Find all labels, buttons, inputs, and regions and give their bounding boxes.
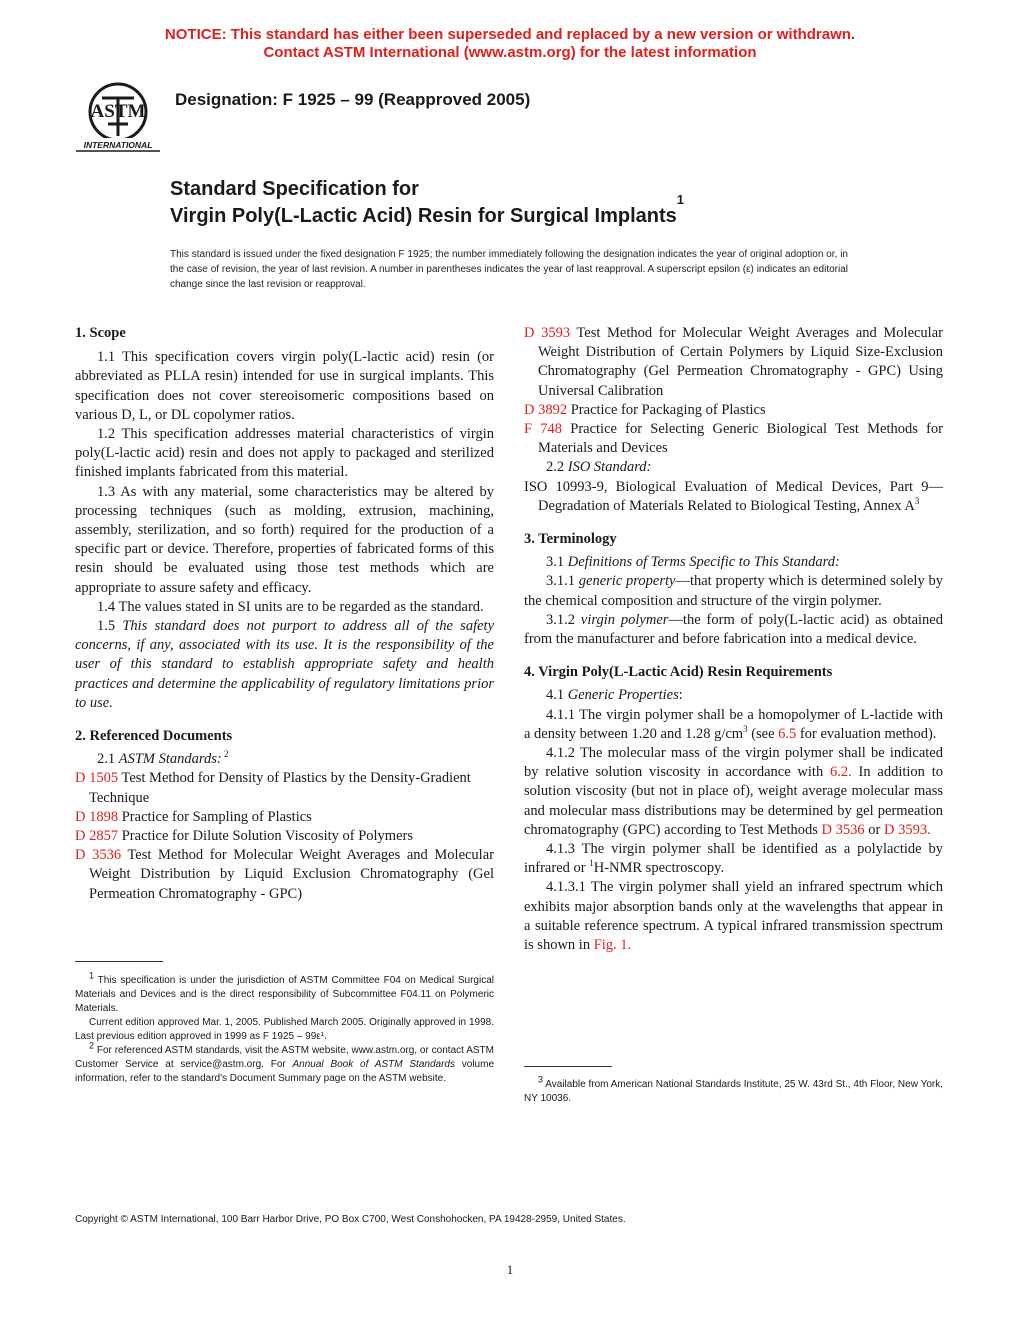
document-title — [170, 176, 684, 230]
notice-line-2: Contact ASTM International (www.astm.org) for the latest information — [263, 44, 757, 61]
link-d2857[interactable]: D 2857 — [75, 828, 119, 845]
requirements-heading: 4. Virgin Poly(L-Lactic Acid) Resin Requirements — [524, 664, 833, 681]
section-4-1-3: 4.1.3 The virgin polymer shall be identified as a polylactide by infrared or $^1$H-NMR spectroscopy. — [524, 841, 943, 877]
section-4-1: 4.1 Generic Properties: — [546, 687, 683, 704]
link-d3593[interactable]: D 3593 — [524, 325, 571, 341]
section-4-1-1: 4.1.1 The virgin polymer shall be a homopolymer of L-lactide with a density between 1.20 and 1.28 $g/cm^3$ (see 6.5 for evaluation method). — [524, 706, 943, 742]
title-line-2: Virgin Poly(L-Lactic Acid) Resin for Surgical Implants$^1$ — [170, 192, 684, 227]
scope-heading: 1. Scope — [75, 325, 126, 341]
section-1-5: 1.5 This standard does not purport to address all of the safety concerns, if any, associated with its use. It is the responsibility of the user of this standard to establish appropriate safety and health practices and determine the applicability of regulatory limitations prior to use. — [75, 618, 494, 711]
footnote-1: $^1$ This specification is under the jurisdiction of ASTM Committee F04 on Medical Surgical Materials and Devices and is the direct responsibility of Subcommittee F04.11 on Polymeric Materials. — [75, 970, 494, 1014]
footnote-1b: Current edition approved Mar. 1, 2005. Published March 2005. Originally approved in 1998. Last previous edition approved in 1999 as F 1925 – 99ε¹. — [75, 1017, 494, 1042]
section-4-1-3-1: 4.1.3.1 The virgin polymer shall yield an infrared spectrum which exhibits major absorption bands only at the wavelengths that appear in a suitable reference spectrum. A typical infrared transmission spectrum is shown in Fig. 1. — [524, 879, 943, 954]
link-6-2[interactable]: 6.2. — [830, 764, 852, 781]
section-2-1: 2.1 ASTM Standards: $^2$ — [97, 749, 229, 768]
designation: Designation: F 1925 – 99 (Reapproved 2005) — [175, 90, 531, 109]
title-footnote-mark: 1 — [676, 192, 684, 207]
right-footnotes — [524, 1074, 943, 1106]
section-3-1-2: 3.1.2 virgin polymer—the form of poly(L-lactic acid) as obtained from the manufacturer and before fabrication into a medical device. — [524, 611, 943, 648]
ref-iso-10993-9: ISO 10993-9, Biological Evaluation of Medical Devices, Part 9—Degradation of Materials Related to Biological Testing, Annex $A^3$ — [524, 478, 943, 514]
terminology-heading: 3. Terminology — [524, 531, 617, 548]
ref-d3892: D 3892 Practice for Packaging of Plastics — [524, 401, 766, 418]
section-3-1-1: 3.1.1 generic property—that property which is determined solely by the chemical composition and structure of the virgin polymer. — [524, 573, 943, 609]
left-column — [75, 324, 494, 904]
ref-d3593: D 3593 Test Method for Molecular Weight Averages and Molecular Weight Distribution of Certain Polymers by Liquid Size-Exclusion Chromatography (Gel Permeation Chromatography - GPC) Using Universal Calibration — [524, 325, 943, 399]
title-line-1: Standard Specification for — [170, 178, 419, 200]
right-column — [524, 324, 943, 955]
section-1-2: 1.2 This specification addresses material characteristics of virgin poly(L-lactic acid) resin and does not apply to packaged and sterilized finished implants fabricated from this material. — [75, 426, 494, 481]
link-d3593-inline[interactable]: D 3593. — [883, 821, 931, 838]
section-4-1-2: 4.1.2 The molecular mass of the virgin polymer shall be indicated by relative solution viscosity in accordance with 6.2. In addition to solution viscosity (but not in place of), weight average molecular mass and molecular mass distributions may be determined by gel permeation chromatography (GPC) according to Test Methods D 3536 or D 3593. — [524, 745, 943, 838]
astm-logo — [72, 80, 164, 154]
ref-d1505: D 1505 Test Method for Density of Plastics by the Density-Gradient Technique — [75, 770, 471, 806]
link-d1505[interactable]: D 1505 — [75, 770, 119, 787]
link-6-5[interactable]: 6.5 — [778, 725, 797, 742]
left-footnotes — [75, 970, 494, 1086]
ref-d2857: D 2857 Practice for Dilute Solution Viscosity of Polymers — [75, 828, 413, 845]
footnote-rule-left — [75, 961, 163, 962]
issue-note: This standard is issued under the fixed designation F 1925; the number immediately following the designation indicates the year of original adoption or, in the case of revision, the year of last revision. A number in parentheses indicates the year of last reapproval. A superscript epsilon (ε) indicates an editorial change since the last revision or reapproval. — [170, 249, 848, 290]
section-3-1: 3.1 Definitions of Terms Specific to This Standard: — [546, 554, 840, 571]
notice-line-1: NOTICE: This standard has either been superseded and replaced by a new version or withdrawn. — [164, 26, 856, 43]
section-1-3: 1.3 As with any material, some characteristics may be altered by processing techniques (such as molding, extrusion, machining, assembly, sterilization, and so forth) required for the production of a specific part or device. Therefore, properties of fabricated forms of this resin should be evaluated using those test methods which are appropriate to assure safety and efficacy. — [75, 483, 494, 596]
section-2-2: 2.2 ISO Standard: — [546, 459, 652, 476]
section-1-4: 1.4 The values stated in SI units are to be regarded as the standard. — [97, 598, 484, 615]
footnote-rule-right — [524, 1066, 612, 1067]
link-f748[interactable]: F 748 — [524, 421, 563, 438]
logo-subtext: INTERNATIONAL — [83, 140, 153, 150]
link-d1898[interactable]: D 1898 — [75, 808, 119, 825]
logo-text: ASTM — [90, 101, 146, 122]
section-1-1: 1.1 This specification covers virgin poly(L-lactic acid) resin (or abbreviated as PLLA resin) intended for use in surgical implants. This specification does not cover stereoisomeric compositions based on various D, L, or DL copolymer ratios. — [75, 349, 494, 423]
link-d3536-inline[interactable]: D 3536 — [821, 821, 865, 838]
supersede-notice — [0, 26, 1020, 62]
link-fig-1[interactable]: Fig. 1. — [593, 937, 632, 954]
page-number: 1 — [506, 1262, 514, 1277]
link-d3892[interactable]: D 3892 — [524, 401, 568, 418]
referenced-documents-heading: 2. Referenced Documents — [75, 728, 233, 745]
link-d3536[interactable]: D 3536 — [75, 847, 122, 864]
copyright: Copyright © ASTM International, 100 Barr Harbor Drive, PO Box C700, West Conshohocken, PA 19428-2959, United States. — [75, 1214, 626, 1225]
ref-f748: F 748 Practice for Selecting Generic Biological Test Methods for Materials and Devices — [524, 421, 943, 457]
footnote-3: $^3$ Available from American National Standards Institute, 25 W. 43rd St., 4th Floor, New York, NY 10036. — [524, 1074, 943, 1104]
ref-d1898: D 1898 Practice for Sampling of Plastics — [75, 808, 312, 825]
footnote-2: $^2$ For referenced ASTM standards, visit the ASTM website, www.astm.org, or contact ASTM Customer Service at service@astm.org. For Annual Book of ASTM Standards volume information, refer to the standard's Document Summary page on the ASTM website. — [75, 1040, 494, 1084]
astm-logo-mark — [72, 80, 164, 154]
ref-d3536: D 3536 Test Method for Molecular Weight Averages and Molecular Weight Distribution by Liquid Exclusion Chromatography (Gel Permeation Chromatography - GPC) — [75, 847, 494, 902]
